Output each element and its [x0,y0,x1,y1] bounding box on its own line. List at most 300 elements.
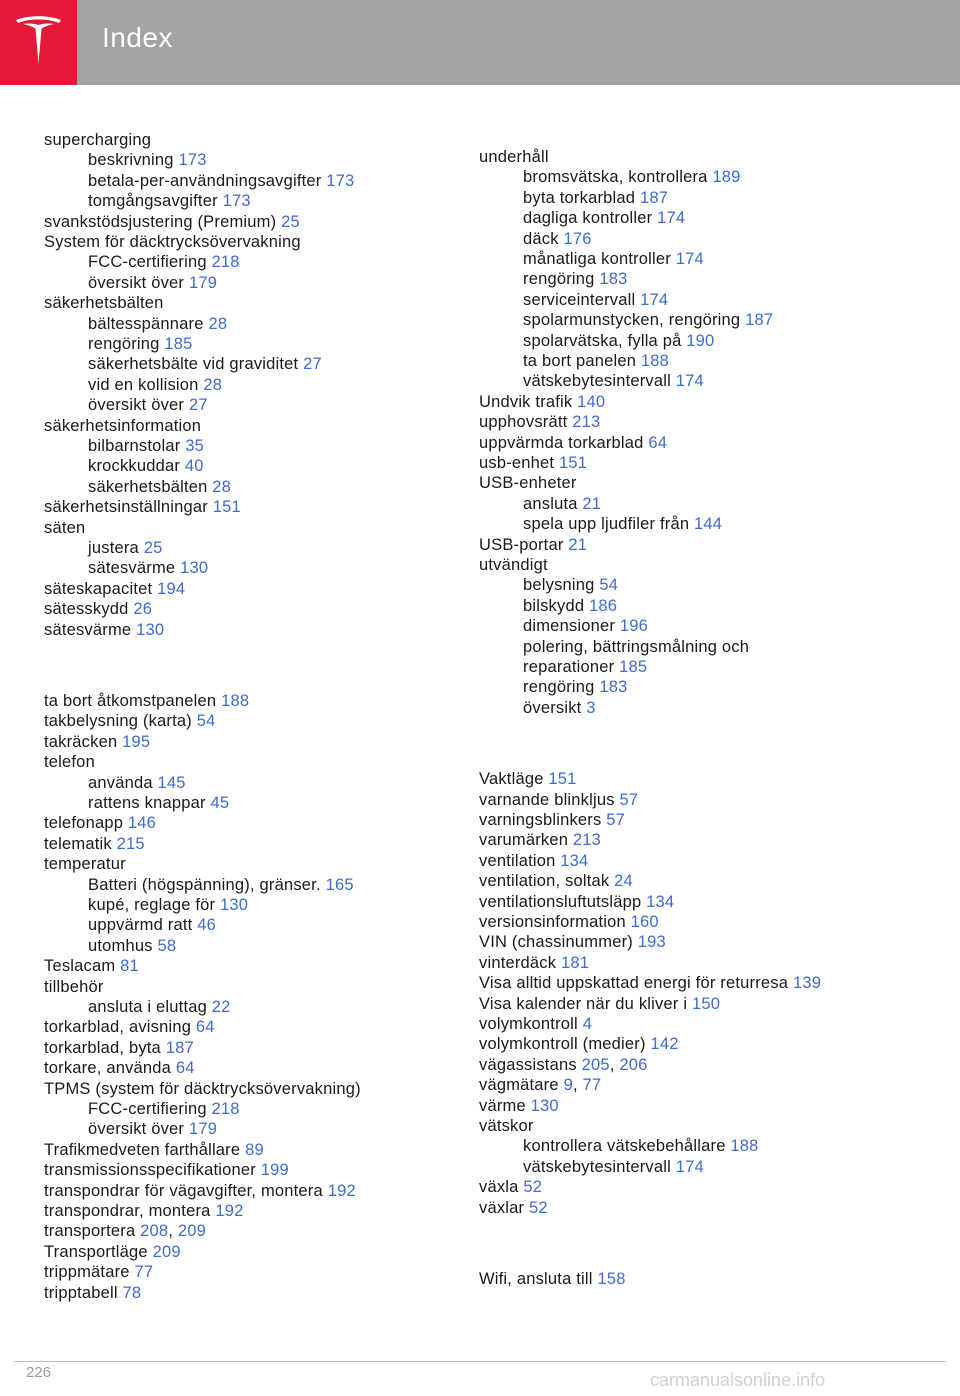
index-entry [479,871,633,891]
page-link[interactable]: 176 [563,229,592,248]
index-term: FCC-certifiering [88,253,207,272]
index-term: växla [479,1178,519,1197]
index-subentry [88,538,163,558]
page-link[interactable]: 194 [157,579,186,598]
index-term: Wifi, ansluta till [479,1270,593,1288]
index-term: temperatur [44,855,126,874]
index-entry [479,932,666,952]
index-term: volymkontroll [479,1015,578,1033]
page-link[interactable]: 28 [203,375,223,394]
page-title: Index [102,22,173,53]
index-subentry [88,558,208,578]
index-term: Visa kalender när du kliver i [479,994,688,1013]
page-link[interactable]: 174 [675,250,704,268]
index-entry [44,599,152,619]
page-link[interactable]: 64 [175,1059,195,1078]
index-subentry [88,354,322,374]
index-subentry [523,677,627,697]
index-subentry [88,875,354,895]
index-subentry [523,310,773,330]
page-link[interactable]: 185 [164,335,193,353]
index-entry: vägmätare 9, 77 [479,1076,602,1095]
page-link[interactable]: 183 [599,270,628,289]
index-term: rengöring [88,335,160,353]
index-term: vinterdäck [479,953,557,972]
index-subentry [88,997,231,1017]
index-term: transpondrar för vägavgifter, montera [44,1181,323,1200]
index-term: tillbehör [44,977,104,996]
page-link[interactable]: 215 [116,834,145,853]
page-link[interactable]: 35 [185,437,205,455]
page-link[interactable]: 151 [212,498,241,517]
page-link[interactable]: 199 [260,1161,289,1180]
index-term: takbelysning (karta) [44,712,192,731]
index-entry [44,977,104,997]
page-link[interactable]: 151 [559,454,588,472]
index-term: växlar [479,1198,525,1217]
page-link[interactable]: 140 [577,392,606,411]
page-header [0,0,960,85]
index-term: bältesspännare [88,314,204,333]
index-term: serviceintervall [523,290,636,309]
index-term: översikt över [88,1120,185,1139]
index-term: takräcken [44,732,118,751]
page-link[interactable]: 130 [220,896,249,914]
page-link[interactable]: 25 [281,212,300,231]
index-subentry [523,229,592,249]
index-term: säten [44,518,86,537]
index-term: trippmätare [44,1263,130,1282]
index-entry [479,830,601,850]
index-subentry [88,334,192,354]
index-subentry [523,351,669,371]
index-subentry [523,698,596,718]
page-link[interactable]: 64 [648,433,668,452]
index-term: usb-enhet [479,454,555,472]
index-entry [44,813,156,833]
index-term: telefonapp [44,814,124,833]
page-number: 226 [26,1364,52,1381]
page-link[interactable]: 52 [523,1178,543,1197]
index-entry [44,130,151,150]
index-term: säkerhetsbälten [44,294,164,313]
index-term: översikt över [88,396,185,415]
page-link[interactable]: 158 [597,1270,626,1288]
index-term: bilskydd [523,596,585,615]
page-link[interactable]: 58 [157,936,177,955]
page-link[interactable]: 174 [675,372,704,391]
page-link[interactable]: 173 [178,151,207,170]
page-link[interactable]: 205 [581,1055,610,1074]
page-link[interactable]: 77 [134,1263,154,1282]
index-entry [479,1269,626,1289]
index-term: sätesvärme [88,559,176,578]
index-subentry [88,477,231,497]
index-term: USB-portar [479,535,564,554]
page-link[interactable]: 27 [303,355,322,374]
page-link[interactable]: 179 [188,273,218,292]
page-link[interactable]: 144 [694,515,723,534]
page-link[interactable]: 4 [582,1015,593,1033]
page-link[interactable]: 26 [133,600,153,619]
index-subentry [88,436,204,456]
index-entry [479,810,625,830]
index-term: översikt [523,698,582,717]
page-link[interactable]: 142 [650,1035,679,1054]
page-link[interactable]: 189 [712,168,741,187]
watermark: carmanualsonline.info [650,1370,826,1390]
index-term: transportera [44,1222,136,1241]
index-entry [479,1177,542,1197]
page-link[interactable]: 165 [325,875,354,894]
index-entry [479,973,821,993]
page-link[interactable]: 28 [208,314,228,333]
index-term: använda [88,773,153,792]
index-term: Vaktläge [479,770,544,789]
index-entry [479,851,588,871]
index-term: vätskebytesintervall [523,372,671,391]
page-link[interactable]: 160 [630,913,659,931]
index-entry [479,1096,559,1116]
index-entry [44,497,241,517]
page-link[interactable]: 218 [211,1100,240,1118]
index-entry [44,620,164,640]
index-entry [44,1058,195,1078]
index-term: Batteri (högspänning), gränser. [88,875,321,894]
page-link[interactable]: 130 [180,559,209,578]
page-link[interactable]: 151 [548,770,577,789]
index-entry [479,1198,548,1218]
index-term: dimensioner [523,617,616,636]
index-subentry [88,456,204,476]
page-link[interactable]: 46 [197,916,216,935]
index-term: Visa alltid uppskattad energi för returresa [479,974,789,993]
index-term: torkarblad, avisning [44,1018,192,1037]
index-term: däck [523,229,559,248]
page-link[interactable]: 45 [210,794,230,812]
index-entry [44,711,216,731]
page-link[interactable]: 181 [561,953,590,972]
index-subentry [523,269,627,289]
index-entry [479,790,638,810]
index-term: USB-enheter [479,474,577,493]
page-link[interactable]: 78 [122,1283,142,1302]
index-term: supercharging [44,131,152,149]
page-link[interactable]: 27 [188,396,208,415]
index-entry [479,473,577,493]
index-term: Undvik trafik [479,392,573,411]
index-subentry [523,514,722,534]
index-term: varningsblinkers [479,811,602,829]
index-subentry [88,191,251,211]
index-term: beskrivning [88,151,174,170]
index-entry [479,1014,592,1034]
page-link[interactable]: 21 [568,535,588,554]
page-link[interactable]: 185 [619,658,648,676]
index-subentry [88,915,216,935]
page-link[interactable]: 213 [572,413,601,432]
index-term: ventilation [479,851,556,870]
page-link[interactable]: 146 [127,814,157,833]
index-subentry [523,167,740,187]
index-entry [479,392,605,412]
page-link[interactable]: 179 [188,1120,218,1139]
page-link[interactable]: 208 [140,1222,169,1241]
index-term: säkerhetsbälte vid graviditet [88,355,299,374]
index-subentry [523,596,617,616]
index-subentry [88,314,227,334]
page-link[interactable]: 64 [195,1018,215,1037]
index-entry [44,232,301,252]
page-link[interactable]: 209 [177,1222,207,1241]
page-link[interactable]: 186 [589,596,618,615]
index-term: sätesskydd [44,600,129,619]
index-term: tomgångsavgifter [88,192,218,211]
page-link[interactable]: 28 [212,477,232,496]
page-link[interactable]: 188 [221,692,250,710]
index-term: TPMS (system för däcktrycksövervakning) [44,1079,361,1098]
page-link[interactable]: 188 [730,1137,759,1156]
index-term: vätskor [479,1117,534,1135]
index-entry [479,892,674,912]
index-term: ventilationsluftutsläpp [479,892,642,911]
index-entry [479,147,549,167]
index-entry [44,518,85,538]
index-term: rengöring [523,270,595,289]
page-link[interactable]: 173 [326,171,355,190]
page-link[interactable]: 54 [196,712,216,731]
page-link[interactable]: 57 [606,811,625,829]
index-term: översikt över [88,273,185,292]
page-link[interactable]: 174 [675,1157,704,1176]
index-term: sätesvärme [44,620,132,639]
index-term: vägassistans [479,1055,577,1074]
index-subentry [88,1119,217,1139]
index-entry [44,1181,356,1201]
index-term: FCC-certifiering [88,1100,207,1118]
index-entry [479,769,577,789]
index-subentry [88,252,240,272]
index-term: varumärken [479,831,569,850]
page-link[interactable]: 25 [143,539,163,557]
index-term: transpondrar, montera [44,1202,211,1220]
page-link[interactable]: 192 [327,1181,356,1200]
index-subentry [88,895,248,915]
index-term: svankstödsjustering (Premium) [44,212,277,231]
page-link[interactable]: 195 [122,732,151,751]
index-entry [44,834,145,854]
page-link[interactable]: 192 [215,1202,244,1220]
index-term: utvändigt [479,556,548,574]
page-link[interactable]: 139 [792,974,822,993]
index-term: spela upp ljudfiler från [523,515,690,534]
index-term: telefon [44,753,95,772]
index-entry [479,555,548,575]
page-link[interactable]: 187 [745,311,774,330]
index-term: telematik [44,834,112,853]
page-link[interactable]: 130 [530,1096,559,1115]
index-term: tripptabell [44,1283,118,1302]
index-entry [479,1034,679,1054]
page-link[interactable]: 89 [245,1140,264,1159]
page-link[interactable]: 190 [686,331,715,350]
index-term: System för däcktrycksövervakning [44,233,301,251]
index-subentry [88,273,217,293]
index-entry [479,453,587,473]
index-subentry [523,331,714,351]
index-term: Trafikmedveten farthållare [44,1140,241,1159]
index-subentry [523,1157,704,1177]
index-term: bilbarnstolar [88,437,181,455]
page-link[interactable]: 188 [640,352,670,370]
page-link[interactable]: 52 [529,1198,548,1217]
index-term: Transportläge [44,1242,148,1261]
index-entry [44,293,164,313]
page-link[interactable]: 54 [599,576,619,595]
index-term: säkerhetsinställningar [44,498,208,517]
index-term: vid en kollision [88,375,199,394]
index-term: ventilation, soltak [479,872,610,891]
index-entry [44,1283,141,1303]
index-subentry [523,249,704,269]
page-link[interactable]: 77 [582,1076,602,1095]
page-link[interactable]: 57 [619,790,639,809]
index-term: ta bort åtkomstpanelen [44,692,217,710]
index-entry [44,691,249,711]
index-entry [44,1201,243,1221]
page-link[interactable]: 196 [619,617,649,636]
index-term: dagliga kontroller [523,209,653,228]
index-subentry [523,1136,759,1156]
index-entry [44,956,139,976]
index-subentry [88,1099,240,1119]
page-link[interactable]: 193 [637,933,666,952]
index-entry [44,579,185,599]
index-term: rattens knappar [88,794,206,812]
footer-divider [14,1361,946,1362]
page-link[interactable]: 174 [640,290,669,309]
page-link[interactable]: 81 [120,957,139,976]
index-entry [44,1079,361,1099]
index-term: ansluta [523,494,578,513]
page-link[interactable]: 206 [619,1055,648,1074]
index-term: uppvärmda torkarblad [479,433,644,452]
page-link[interactable]: 213 [572,831,602,850]
page-link[interactable]: 21 [582,494,602,513]
index-term: vägmätare [479,1076,559,1095]
index-term: säkerhetsinformation [44,416,202,435]
index-term: upphovsrätt [479,413,568,432]
index-term: spolarmunstycken, rengöring [523,311,741,330]
index-entry [44,1242,181,1262]
page-link[interactable]: 187 [639,188,669,207]
page-link[interactable]: 209 [152,1242,181,1261]
index-entry [479,994,720,1014]
index-term: torkarblad, byta [44,1038,161,1057]
index-subentry [88,171,354,191]
index-term: vätskebytesintervall [523,1157,671,1176]
index-subentry [88,773,186,793]
index-term: justera [88,539,139,557]
index-term: VIN (chassinummer) [479,933,633,952]
index-entry [479,953,589,973]
index-subentry [88,395,208,415]
tesla-logo-icon [14,14,63,66]
index-entry [44,416,201,436]
index-subentry [523,208,685,228]
index-subentry [523,616,648,636]
index-subentry [523,494,601,514]
index-entry [44,1140,264,1160]
tesla-logo-box [0,0,77,85]
index-entry [479,912,659,932]
page-link[interactable]: 174 [657,209,686,228]
index-term: rengöring [523,678,595,697]
page-link[interactable]: 134 [560,851,589,870]
index-term: ta bort panelen [523,352,637,370]
index-entry [44,1262,153,1282]
index-term: uppvärmd ratt [88,916,193,935]
index-subentry [523,637,749,657]
index-subentry [88,150,207,170]
index-term: utomhus [88,936,153,955]
index-term: bromsvätska, kontrollera [523,168,708,187]
index-term: belysning [523,576,595,595]
index-term: byta torkarblad [523,188,636,207]
index-entry [44,752,95,772]
index-term: transmissionsspecifikationer [44,1161,256,1180]
index-term: reparationer [523,658,615,676]
index-term: värme [479,1096,526,1115]
page-link[interactable]: 40 [184,457,204,476]
page-link[interactable]: 3 [586,698,596,717]
index-entry [479,535,587,555]
index-entry [479,412,600,432]
index-term: versionsinformation [479,913,626,931]
page-link[interactable]: 183 [599,678,628,697]
index-term: säkerhetsbälten [88,477,208,496]
index-subentry [523,371,704,391]
index-entry [44,1038,194,1058]
index-entry [44,212,300,232]
index-subentry [523,657,647,677]
page-link[interactable]: 150 [691,994,721,1013]
index-term: krockkuddar [88,457,181,476]
page-link[interactable]: 22 [211,998,231,1016]
page-link[interactable]: 187 [165,1038,194,1057]
index-term: månatliga kontroller [523,250,671,268]
index-term: Teslacam [44,957,116,976]
index-term: underhåll [479,148,549,166]
page-link[interactable]: 145 [157,773,186,792]
page-link[interactable]: 9 [563,1076,573,1095]
index-term: kupé, reglage för [88,896,216,914]
index-entry [44,1160,289,1180]
page-link[interactable]: 134 [646,892,675,911]
index-subentry [523,575,618,595]
page-link[interactable]: 173 [222,192,251,211]
page-link[interactable]: 218 [211,253,240,272]
index-subentry [523,188,668,208]
index-term: ansluta i eluttag [88,998,207,1016]
index-entry: transportera 208, 209 [44,1222,207,1241]
index-entry [44,1017,215,1037]
index-entry [44,854,126,874]
index-term: polering, bättringsmålning och [523,637,750,656]
page-link[interactable]: 24 [614,872,633,891]
index-term: torkare, använda [44,1059,172,1078]
page-link[interactable]: 130 [136,620,165,639]
